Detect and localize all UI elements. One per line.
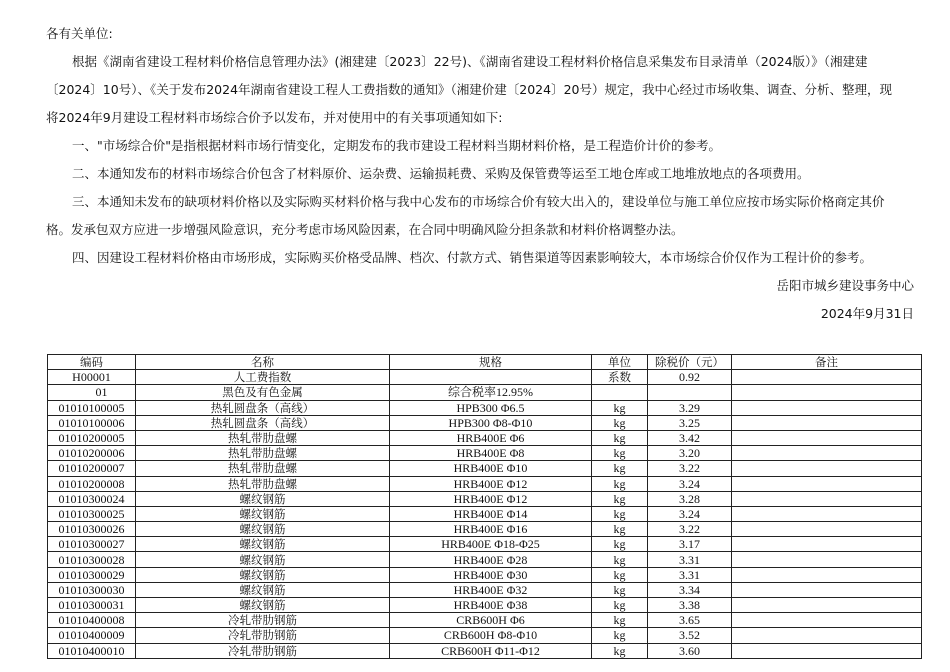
cell-price: 3.28 — [648, 491, 732, 506]
cell-spec: HRB400E Φ10 — [390, 461, 592, 476]
cell-unit: kg — [592, 506, 648, 521]
cell-name: 冷轧带肋钢筋 — [136, 613, 390, 628]
cell-price: 3.24 — [648, 506, 732, 521]
notice-item-1: 一、"市场综合价"是指根据材料市场行情变化，定期发布的我市建设工程材料当期材料价格，是工程造价计价的参考。 — [72, 138, 722, 153]
cell-unit: kg — [592, 446, 648, 461]
cell-unit: kg — [592, 430, 648, 445]
cell-code: 01010400008 — [48, 613, 136, 628]
cell-unit: kg — [592, 522, 648, 537]
notice-item-3-line-2: 格。发承包双方应进一步增强风险意识，充分考虑市场风险因素，在合同中明确风险分担条款和材料价格调整办法。 — [46, 222, 684, 237]
notice-item-4: 四、因建设工程材料价格由市场形成，实际购买价格受品牌、档次、付款方式、销售渠道等因素影响较大，本市场综合价仅作为工程计价的参考。 — [72, 250, 873, 265]
cell-name: 黑色及有色金属 — [136, 385, 390, 400]
cell-code: 01010200007 — [48, 461, 136, 476]
cell-spec: HPB300 Φ8-Φ10 — [390, 415, 592, 430]
cell-remark — [732, 628, 922, 643]
cell-code: 01010200008 — [48, 476, 136, 491]
table-row — [48, 598, 922, 613]
notice-item-3-line-1: 三、本通知未发布的缺项材料价格以及实际购买材料价格与我中心发布的市场综合价有较大出入的，建设单位与施工单位应按市场实际价格商定其价 — [72, 194, 885, 209]
cell-remark — [732, 461, 922, 476]
cell-price: 3.29 — [648, 400, 732, 415]
cell-remark — [732, 446, 922, 461]
cell-remark — [732, 598, 922, 613]
table-row — [48, 506, 922, 521]
cell-name: 螺纹钢筋 — [136, 582, 390, 597]
cell-unit: kg — [592, 415, 648, 430]
cell-remark — [732, 385, 922, 400]
cell-price: 3.22 — [648, 522, 732, 537]
cell-spec: HRB400E Φ12 — [390, 491, 592, 506]
cell-spec: CRB600H Φ8-Φ10 — [390, 628, 592, 643]
table-row — [48, 430, 922, 445]
cell-name: 热轧带肋盘螺 — [136, 446, 390, 461]
cell-price: 0.92 — [648, 370, 732, 385]
cell-name: 螺纹钢筋 — [136, 598, 390, 613]
header-price: 除税价（元） — [648, 355, 732, 370]
cell-unit: kg — [592, 461, 648, 476]
cell-spec: HRB400E Φ8 — [390, 446, 592, 461]
cell-code: 01010300026 — [48, 522, 136, 537]
cell-price: 3.65 — [648, 613, 732, 628]
table-row — [48, 370, 922, 385]
cell-remark — [732, 537, 922, 552]
cell-remark — [732, 415, 922, 430]
cell-remark — [732, 552, 922, 567]
cell-spec: HRB400E Φ30 — [390, 567, 592, 582]
price-table — [47, 354, 922, 659]
cell-spec: HRB400E Φ14 — [390, 506, 592, 521]
notice-item-2: 二、本通知发布的材料市场综合价包含了材料原价、运杂费、运输损耗费、采购及保管费等运至工地仓库或工地堆放地点的各项费用。 — [72, 166, 810, 181]
cell-spec: HRB400E Φ6 — [390, 430, 592, 445]
cell-spec — [390, 370, 592, 385]
header-name: 名称 — [136, 355, 390, 370]
cell-code: 01010300024 — [48, 491, 136, 506]
header-spec: 规格 — [390, 355, 592, 370]
cell-name: 热轧带肋盘螺 — [136, 430, 390, 445]
cell-name: 热轧带肋盘螺 — [136, 461, 390, 476]
cell-unit: kg — [592, 552, 648, 567]
cell-name: 螺纹钢筋 — [136, 522, 390, 537]
cell-code: 01010300028 — [48, 552, 136, 567]
table-row — [48, 613, 922, 628]
cell-remark — [732, 582, 922, 597]
cell-price: 3.17 — [648, 537, 732, 552]
cell-code: 01010400009 — [48, 628, 136, 643]
cell-price: 3.22 — [648, 461, 732, 476]
cell-spec: HPB300 Φ6.5 — [390, 400, 592, 415]
cell-unit: kg — [592, 628, 648, 643]
cell-unit: kg — [592, 567, 648, 582]
cell-name: 冷轧带肋钢筋 — [136, 628, 390, 643]
cell-price: 3.24 — [648, 476, 732, 491]
table-row — [48, 522, 922, 537]
table-row — [48, 567, 922, 582]
cell-price: 3.20 — [648, 446, 732, 461]
cell-remark — [732, 430, 922, 445]
cell-unit: kg — [592, 598, 648, 613]
cell-remark — [732, 506, 922, 521]
cell-name: 螺纹钢筋 — [136, 567, 390, 582]
cell-code: 01010100005 — [48, 400, 136, 415]
cell-name: 冷轧带肋钢筋 — [136, 643, 390, 658]
cell-code: 01010300030 — [48, 582, 136, 597]
cell-price — [648, 385, 732, 400]
cell-unit: 系数 — [592, 370, 648, 385]
cell-name: 螺纹钢筋 — [136, 552, 390, 567]
cell-name: 人工费指数 — [136, 370, 390, 385]
cell-spec: 综合税率12.95% — [390, 385, 592, 400]
header-code: 编码 — [48, 355, 136, 370]
cell-price: 3.38 — [648, 598, 732, 613]
cell-price: 3.31 — [648, 552, 732, 567]
table-row — [48, 552, 922, 567]
table-row — [48, 628, 922, 643]
cell-code: 01010300029 — [48, 567, 136, 582]
table-row — [48, 400, 922, 415]
header-unit: 单位 — [592, 355, 648, 370]
paragraph-1-line-3: 将2024年9月建设工程材料市场综合价予以发布，并对使用中的有关事项通知如下: — [46, 110, 503, 125]
cell-name: 热轧圆盘条（高线） — [136, 400, 390, 415]
addressee: 各有关单位: — [46, 26, 113, 41]
cell-code: 01010100006 — [48, 415, 136, 430]
cell-price: 3.25 — [648, 415, 732, 430]
cell-name: 热轧带肋盘螺 — [136, 476, 390, 491]
cell-unit: kg — [592, 537, 648, 552]
cell-code: 01010300031 — [48, 598, 136, 613]
table-header-row — [48, 355, 922, 370]
table-row — [48, 476, 922, 491]
cell-code: H00001 — [48, 370, 136, 385]
table-row — [48, 491, 922, 506]
cell-unit: kg — [592, 400, 648, 415]
table-row — [48, 385, 922, 400]
table-row — [48, 461, 922, 476]
cell-spec: HRB400E Φ16 — [390, 522, 592, 537]
cell-price: 3.52 — [648, 628, 732, 643]
cell-unit: kg — [592, 582, 648, 597]
cell-code: 01010300025 — [48, 506, 136, 521]
cell-spec: HRB400E Φ18-Φ25 — [390, 537, 592, 552]
cell-price: 3.60 — [648, 643, 732, 658]
cell-remark — [732, 476, 922, 491]
table-row — [48, 415, 922, 430]
cell-price: 3.42 — [648, 430, 732, 445]
cell-remark — [732, 613, 922, 628]
cell-unit: kg — [592, 643, 648, 658]
cell-spec: HRB400E Φ32 — [390, 582, 592, 597]
cell-code: 01010200005 — [48, 430, 136, 445]
cell-spec: HRB400E Φ28 — [390, 552, 592, 567]
cell-spec: HRB400E Φ38 — [390, 598, 592, 613]
cell-remark — [732, 643, 922, 658]
table-row — [48, 643, 922, 658]
cell-price: 3.34 — [648, 582, 732, 597]
table-row — [48, 582, 922, 597]
cell-name: 螺纹钢筋 — [136, 537, 390, 552]
cell-remark — [732, 522, 922, 537]
table-row — [48, 537, 922, 552]
cell-name: 螺纹钢筋 — [136, 491, 390, 506]
cell-spec: HRB400E Φ12 — [390, 476, 592, 491]
notice-date: 2024年9月31日 — [820, 306, 914, 321]
cell-name: 热轧圆盘条（高线） — [136, 415, 390, 430]
cell-remark — [732, 491, 922, 506]
cell-spec: CRB600H Φ6 — [390, 613, 592, 628]
cell-remark — [732, 370, 922, 385]
cell-code: 01010400010 — [48, 643, 136, 658]
cell-unit: kg — [592, 491, 648, 506]
paragraph-1-line-2: 〔2024〕10号）、《关于发布2024年湖南省建设工程人工费指数的通知》（湘建价建〔2024〕20号）规定，我中心经过市场收集、调查、分析、整理，现 — [46, 82, 892, 97]
header-remark: 备注 — [732, 355, 922, 370]
cell-code: 01 — [48, 385, 136, 400]
cell-remark — [732, 400, 922, 415]
cell-unit: kg — [592, 613, 648, 628]
table-row — [48, 446, 922, 461]
cell-code: 01010300027 — [48, 537, 136, 552]
cell-name: 螺纹钢筋 — [136, 506, 390, 521]
paragraph-1-line-1: 根据《湖南省建设工程材料价格信息管理办法》(湘建建〔2023〕22号)、《湖南省建设工程材料价格信息采集发布目录清单（2024版）》（湘建建 — [72, 54, 868, 69]
cell-spec: CRB600H Φ11-Φ12 — [390, 643, 592, 658]
cell-remark — [732, 567, 922, 582]
cell-price: 3.31 — [648, 567, 732, 582]
cell-code: 01010200006 — [48, 446, 136, 461]
cell-unit: kg — [592, 476, 648, 491]
cell-unit — [592, 385, 648, 400]
signer-organization: 岳阳市城乡建设事务中心 — [776, 278, 914, 293]
